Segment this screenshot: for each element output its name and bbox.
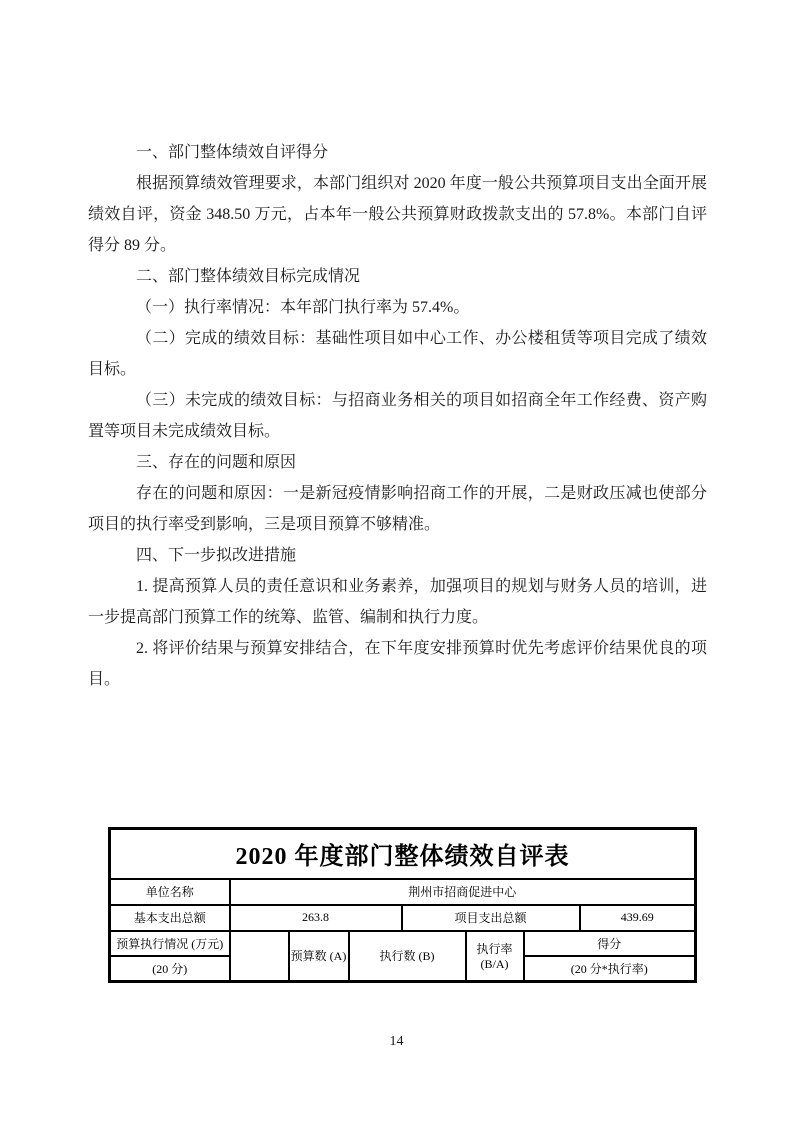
rate-col-line2: (B/A) <box>480 956 509 971</box>
execution-label-line1-cell: 预算执行情况 (万元) <box>110 931 230 956</box>
table-row-title <box>110 829 696 879</box>
rate-col-header-cell <box>466 931 524 982</box>
paragraph: （一）执行率情况：本年部门执行率为 57.4%。 <box>136 299 470 316</box>
paragraph: （二）完成的绩效目标：基础性项目如中心工作、办公楼租赁等项目完成了绩效目标。 <box>88 330 707 378</box>
paragraph: 存在的问题和原因：一是新冠疫情影响招商工作的开展，二是财政压减也使部分项目的执行率受到影响，三是项目预算不够精准。 <box>88 485 707 533</box>
body-text <box>88 137 707 695</box>
section-heading-4: 四、下一步拟改进措施 <box>136 547 297 564</box>
paragraph: （三）未完成的绩效目标：与招商业务相关的项目如招商全年工作经费、资产购置等项目未完成绩效目标。 <box>88 392 707 440</box>
score-col-line1-cell: 得分 <box>524 931 696 956</box>
self-evaluation-table <box>108 827 697 983</box>
table-row-unit <box>110 879 696 905</box>
execution-label-line2-cell: (20 分) <box>110 956 230 982</box>
empty-cell <box>230 931 289 982</box>
paragraph: 根据预算绩效管理要求，本部门组织对 2020 年度一般公共预算项目支出全面开展绩效自评，资金 348.50 万元，占本年一般公共预算财政拨款支出的 57.8%。本部门自评得分 89 分。 <box>88 175 707 254</box>
table-row-expense-totals <box>110 905 696 931</box>
table-row-execution-header-top <box>110 931 696 956</box>
paragraph: 2. 将评价结果与预算安排结合，在下年度安排预算时优先考虑评价结果优良的项目。 <box>88 640 707 688</box>
basic-expense-value-cell: 263.8 <box>230 905 402 931</box>
project-expense-label-cell: 项目支出总额 <box>402 905 580 931</box>
section-heading-2: 二、部门整体绩效目标完成情况 <box>136 268 361 285</box>
basic-expense-label-cell: 基本支出总额 <box>110 905 230 931</box>
page-number: 14 <box>389 1034 404 1049</box>
section-heading-3: 三、存在的问题和原因 <box>136 454 297 471</box>
paragraph: 1. 提高预算人员的责任意识和业务素养，加强项目的规划与财务人员的培训，进一步提高部门预算工作的统筹、监管、编制和执行力度。 <box>88 578 707 626</box>
rate-col-line1: 执行率 <box>476 941 513 956</box>
section-heading-1: 一、部门整体绩效自评得分 <box>136 144 329 161</box>
budget-col-header-cell: 预算数 (A) <box>289 931 349 982</box>
score-col-line2-cell: (20 分*执行率) <box>524 956 696 982</box>
execution-col-header-cell: 执行数 (B) <box>349 931 466 982</box>
unit-name-label-cell: 单位名称 <box>110 879 230 905</box>
table-title: 2020 年度部门整体绩效自评表 <box>110 829 696 879</box>
unit-name-value-cell: 荆州市招商促进中心 <box>230 879 696 905</box>
project-expense-value-cell: 439.69 <box>580 905 696 931</box>
